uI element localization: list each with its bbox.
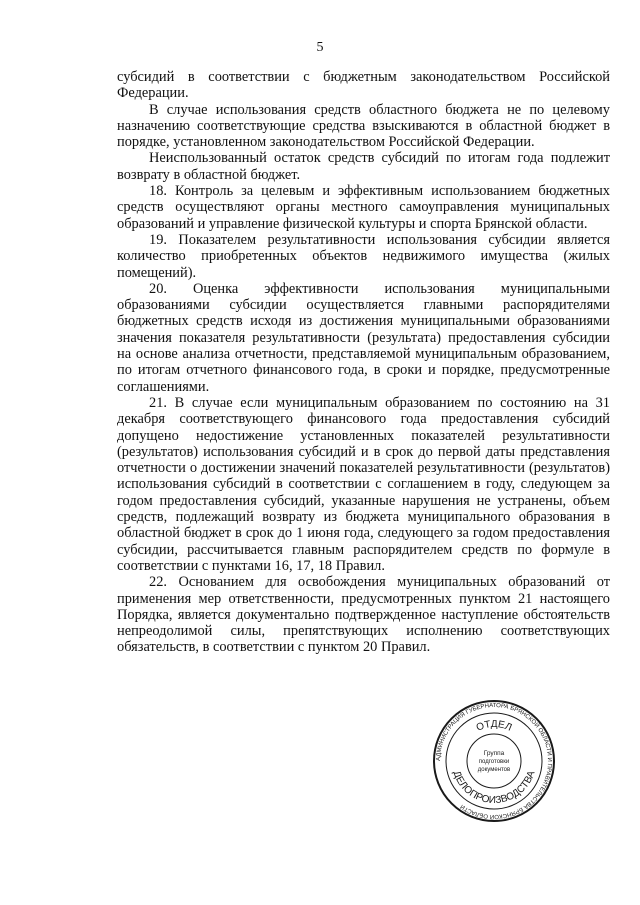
paragraph-21: 21. В случае если муниципальным образованием по состоянию на 31 декабря соответствующего финансового года предоставления субсидий допущено недостижение установленных показателей результативности (результатов) использования субсидий и в срок до первой даты представления отчетности о достижении значений показателей результативности (результатов) использования субсидий в соответствии с соглашением в году, следующем за годом предоставления субсидий, указанные нарушения не устранены, объем средств, подлежащий возврату из бюджета муниципального образования в областной бюджет в срок до 1 июня года, следующего за годом предоставления субсидии, рассчитывается главным распорядителем средств по формуле в соответствии с пунктами 16, 17, 18 Правил. [117, 394, 610, 574]
stamp-ring-top: ОТДЕЛ [474, 718, 514, 734]
stamp-center-line3: документов [477, 767, 511, 773]
stamp-center-line1: Группа [483, 750, 505, 757]
paragraph-continuation: субсидий в соответствии с бюджетным законодательством Российской Федерации. [117, 69, 610, 102]
document-body [117, 69, 610, 656]
stamp-outer-text: АДМИНИСТРАЦИЯ ГУБЕРНАТОРА БРЯНСКОЙ ОБЛАСТИ И ПРАВИТЕЛЬСТВА БРЯНСКОЙ ОБЛАСТИ [435, 702, 553, 820]
svg-text:ОТДЕЛ [475, 719, 513, 734]
stamp-graphic [432, 699, 556, 823]
stamp-center-line2: подготовки [478, 759, 510, 765]
page-number: 5 [316, 40, 324, 55]
paragraph-19: 19. Показателем результативности использования субсидии является количество приобретенных объектов недвижимого имущества (жилых помещений). [117, 231, 610, 281]
paragraph-18: 18. Контроль за целевым и эффективным использованием бюджетных средств осуществляют органы местного самоуправления муниципальных образований и управление физической культуры и спорта Брянской области. [117, 183, 610, 232]
paragraph-unused-balance: Неиспользованный остаток средств субсидий по итогам года подлежит возврату в областной бюджет. [117, 150, 610, 183]
paragraph-misuse-funds: В случае использования средств областного бюджета не по целевому назначению соответствующие средства взыскиваются в областной бюджет в порядке, установленном законодательством Российской Федерации. [117, 101, 610, 151]
stamp-ring-bottom: ДЕЛОПРОИЗВОДСТВА [450, 769, 538, 807]
official-stamp [432, 699, 556, 823]
paragraph-20: 20. Оценка эффективности использования муниципальными образованиями субсидии осуществляется главными распорядителями бюджетных средств исходя из достижения муниципальными образованиями значения показателя результативности (результата) предоставления субсидии на основе анализа отчетности, представляемой муниципальным образованием, по итогам отчетного финансового года, в сроки и порядке, предусмотренные соглашениями. [117, 280, 610, 395]
paragraph-22: 22. Основанием для освобождения муниципальных образований от применения мер ответственности, предусмотренных пунктом 21 настоящего Порядка, является документально подтвержденное наступление обстоятельств непреодолимой силы, препятствующих исполнению соответствующих обязательств, в соответствии с пунктом 20 Правил. [117, 574, 610, 656]
